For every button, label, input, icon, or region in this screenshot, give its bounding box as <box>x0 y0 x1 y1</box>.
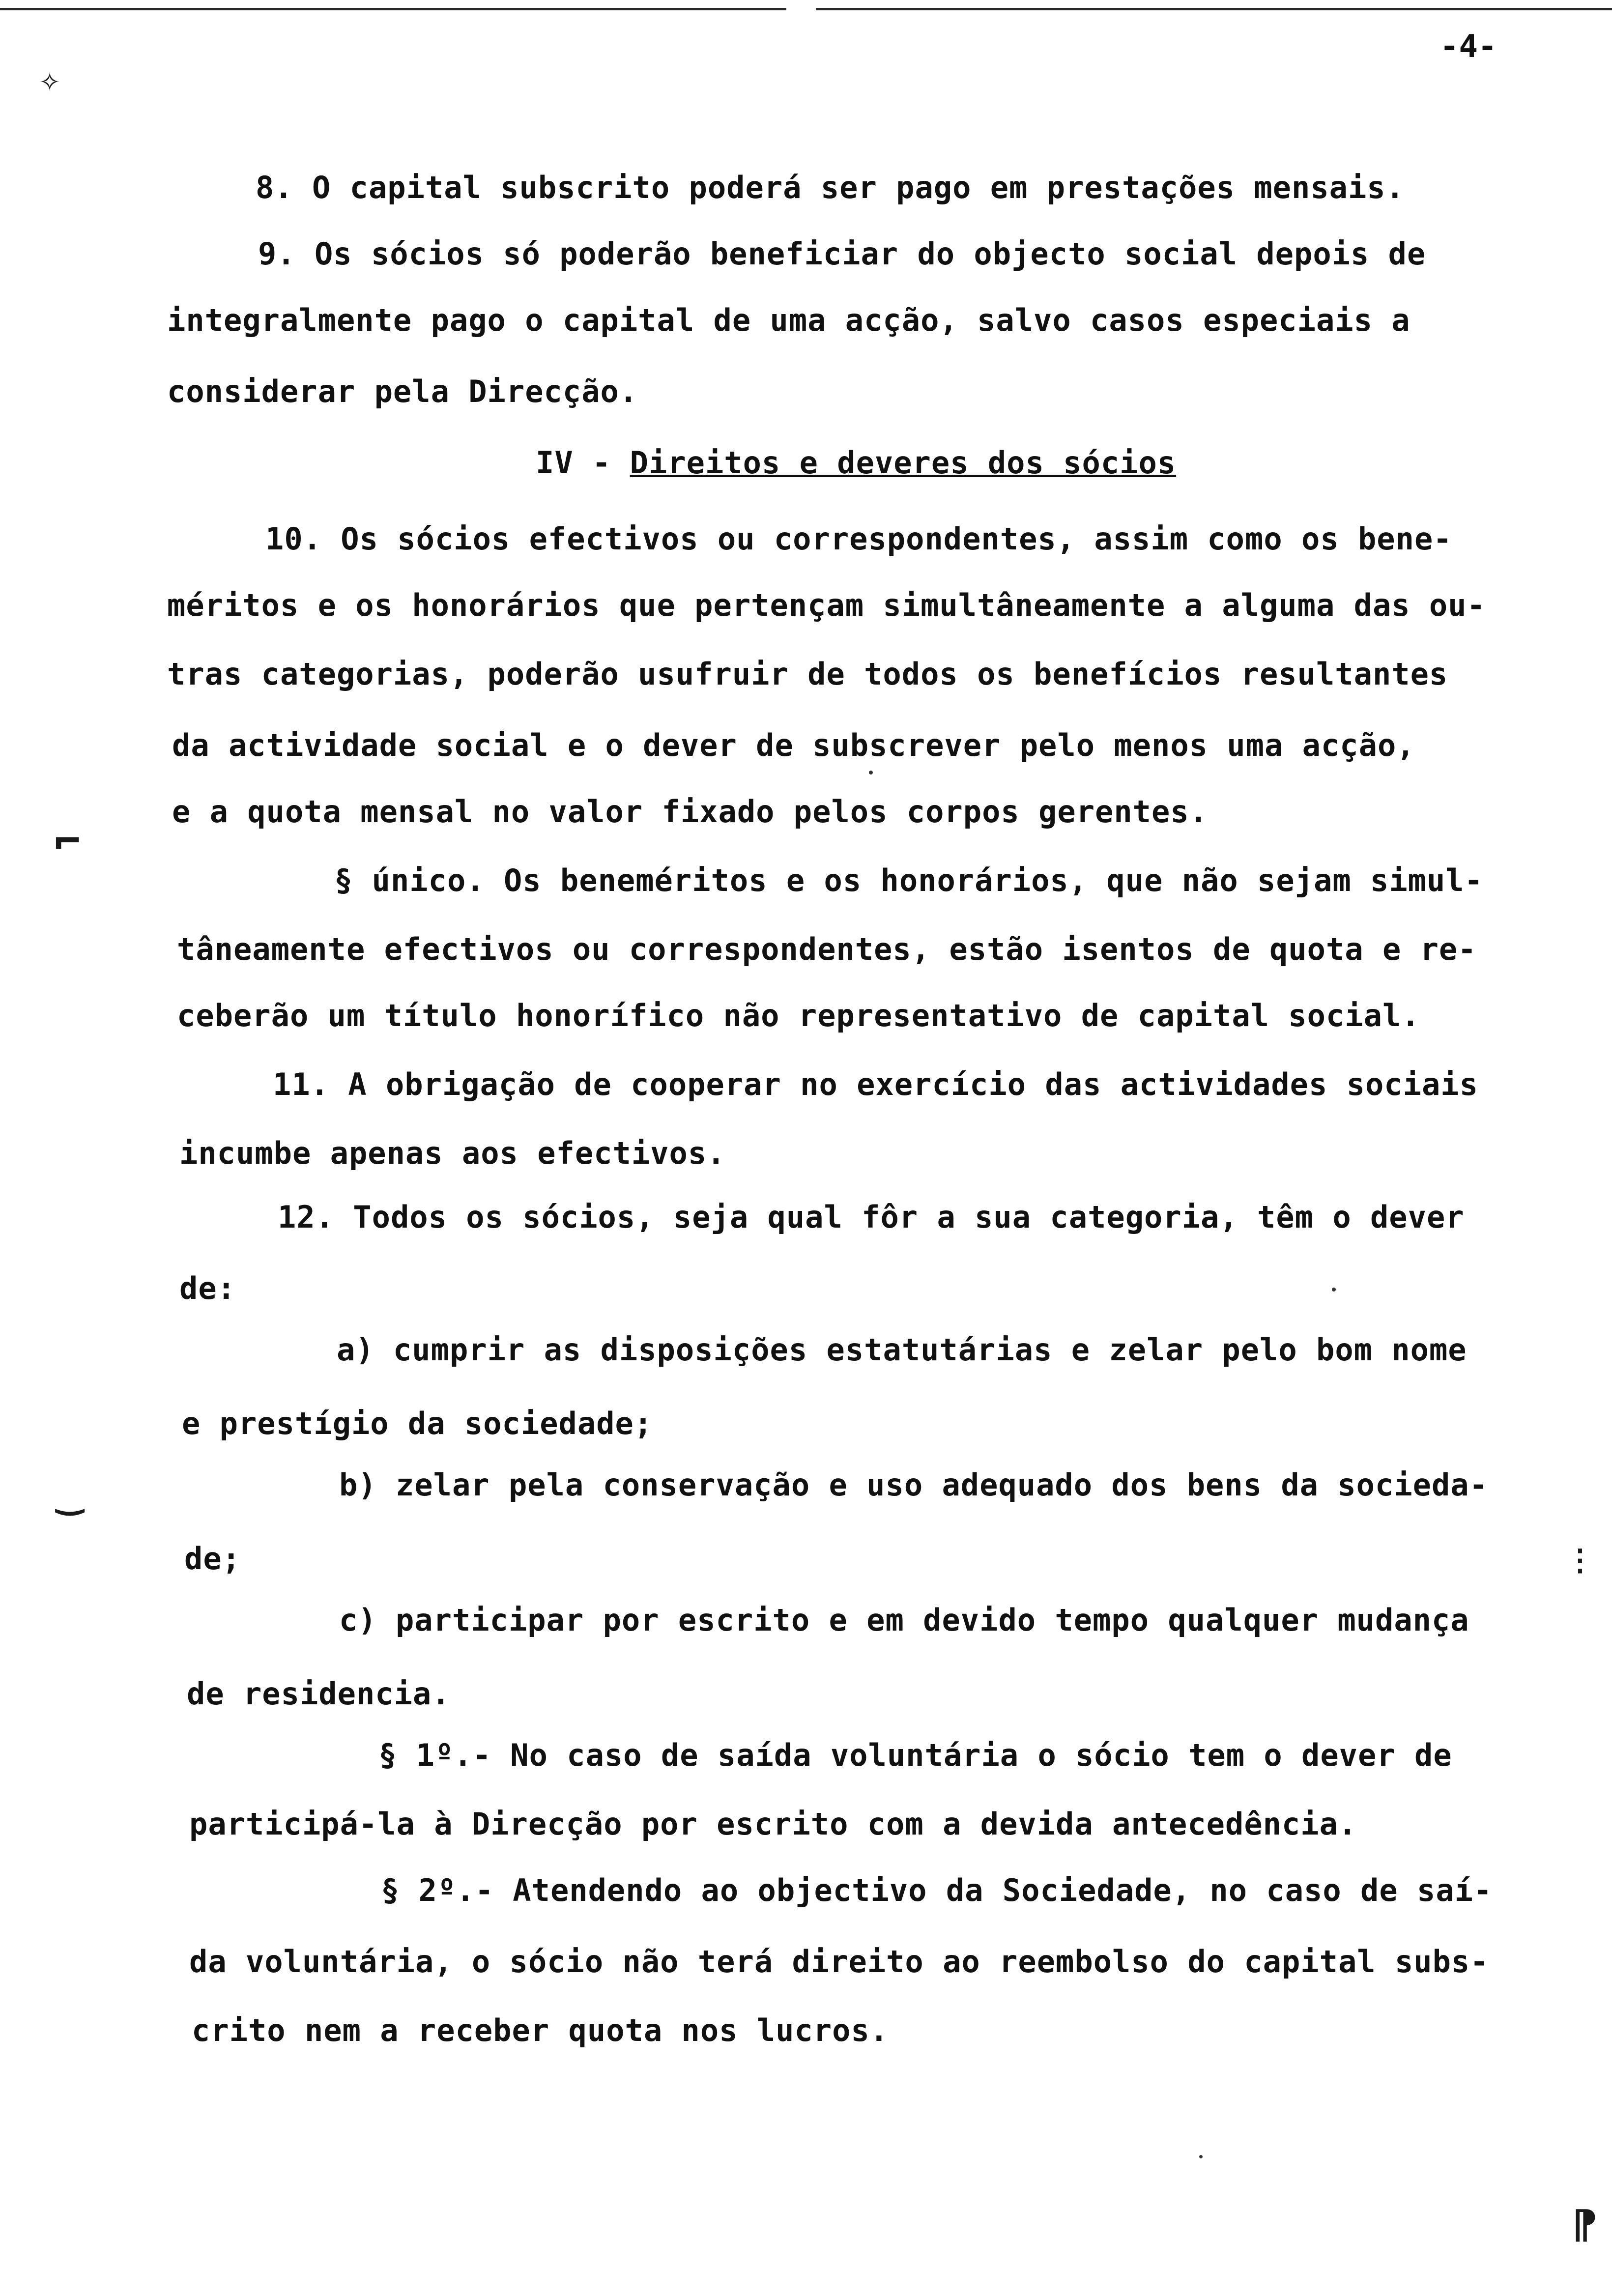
corner-scribble-mark: ✧ <box>39 59 60 99</box>
paragraph-12-line-1: 12. Todos os sócios, seja qual fôr a sua categoria, têm o dever <box>278 1199 1465 1235</box>
section-heading-title: Direitos e deveres dos sócios <box>630 445 1177 481</box>
bottom-corner-mark: ⁋ <box>1573 2202 1597 2247</box>
paragraph-12-s2-line-2: da voluntária, o sócio não terá direito ao reembolso do capital subs- <box>189 1944 1489 1980</box>
paragraph-12c-line-1: c) participar por escrito e em devido tempo qualquer mudança <box>339 1602 1469 1638</box>
paragraph-9-line-2: integralmente pago o capital de uma acção, salvo casos especiais a <box>167 302 1410 338</box>
paragraph-10-unico-line-1: § único. Os beneméritos e os honorários, que não sejam simul- <box>334 862 1483 898</box>
paragraph-10-line-3: tras categorias, poderão usufruir de todos os benefícios resultantes <box>167 656 1448 692</box>
paragraph-12-s2-line-1: § 2º.- Atendendo ao objectivo da Sociedade, no caso de saí- <box>381 1872 1493 1908</box>
paragraph-12-s1-line-2: participá-la à Direcção por escrito com a devida antecedência. <box>189 1806 1357 1842</box>
paragraph-12c-line-2: de residencia. <box>187 1676 451 1712</box>
paragraph-10-line-1: 10. Os sócios efectivos ou correspondentes, assim como os bene- <box>265 521 1452 557</box>
paragraph-12a-line-1: a) cumprir as disposições estatutárias e zelar pelo bom nome <box>337 1332 1467 1368</box>
top-rule-left <box>0 8 786 10</box>
paragraph-11-line-2: incumbe apenas aos efectivos. <box>179 1135 726 1171</box>
paragraph-12-line-2: de: <box>179 1270 236 1306</box>
paragraph-12a-line-2: e prestígio da sociedade; <box>182 1406 653 1441</box>
scan-speck-2 <box>1332 1288 1336 1292</box>
paragraph-9-line-3: considerar pela Direcção. <box>167 373 638 409</box>
paragraph-10-line-2: méritos e os honorários que pertençam simultâneamente a alguma das ou- <box>167 587 1486 623</box>
paragraph-10-line-5: e a quota mensal no valor fixado pelos corpos gerentes. <box>172 794 1208 830</box>
paragraph-12b-line-2: de; <box>184 1541 241 1577</box>
section-heading-number: IV - <box>536 445 611 481</box>
paragraph-12-s1-line-1: § 1º.- No caso de saída voluntária o sócio tem o dever de <box>378 1737 1452 1773</box>
paragraph-8-line-1: 8. O capital subscrito poderá ser pago em prestações mensais. <box>256 170 1405 205</box>
margin-bracket-mark-2: ‿ <box>57 1464 84 1516</box>
page-number: -4- <box>1440 29 1497 65</box>
paragraph-10-line-4: da actividade social e o dever de subscrever pelo menos uma acção, <box>172 727 1415 763</box>
paragraph-10-unico-line-2: tâneamente efectivos ou correspondentes, estão isentos de quota e re- <box>177 931 1477 967</box>
paragraph-10-unico-line-3: ceberão um título honorífico não representativo de capital social. <box>177 998 1420 1033</box>
top-rule-right <box>816 8 1612 10</box>
scan-speck-3 <box>1199 2155 1203 2158</box>
margin-bracket-mark-1: ⌐ <box>54 816 81 867</box>
margin-tick-mark-right: ⋮ <box>1565 1543 1595 1578</box>
paragraph-12-s2-line-3: crito nem a receber quota nos lucros. <box>192 2012 889 2048</box>
section-heading <box>536 445 1176 481</box>
paragraph-11-line-1: 11. A obrigação de cooperar no exercício das actividades sociais <box>273 1066 1478 1102</box>
scan-speck-1 <box>869 771 873 775</box>
paragraph-12b-line-1: b) zelar pela conservação e uso adequado dos bens da socieda- <box>339 1467 1488 1503</box>
paragraph-9-line-1: 9. Os sócios só poderão beneficiar do objecto social depois de <box>258 236 1426 272</box>
